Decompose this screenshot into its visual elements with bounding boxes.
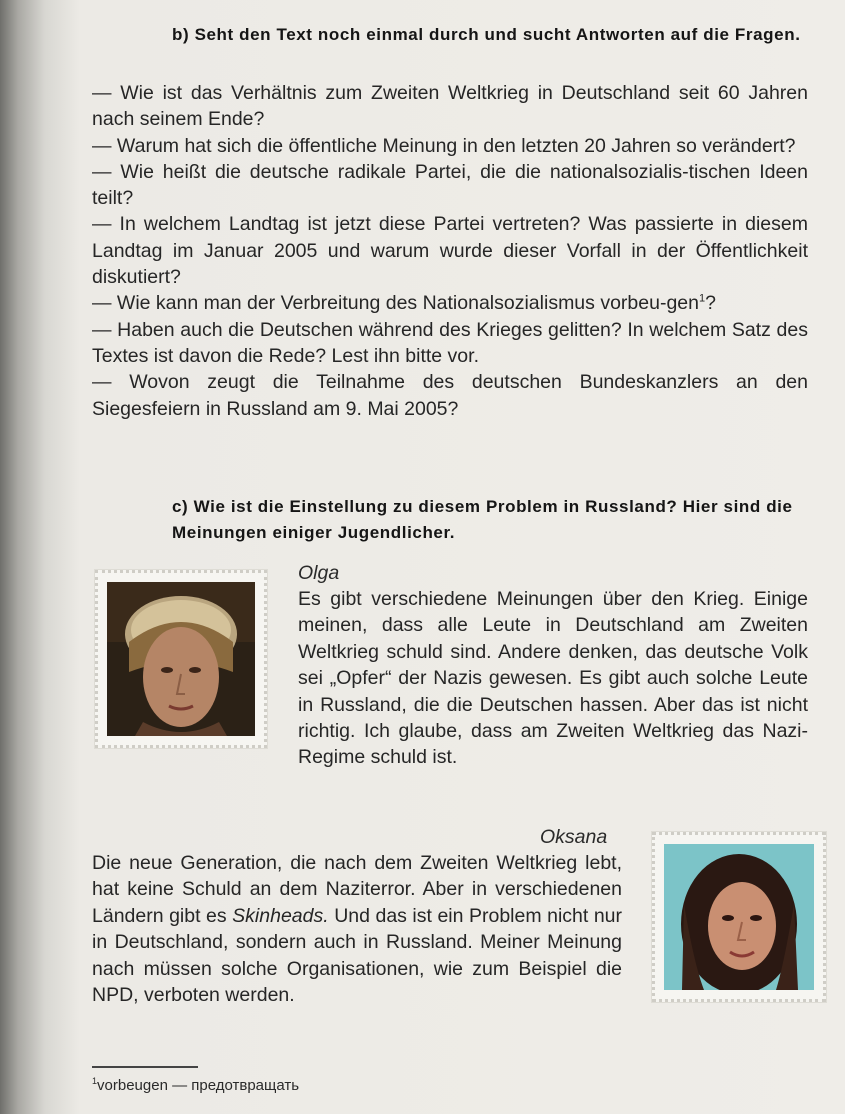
oksana-name: Oksana — [540, 826, 608, 848]
oksana-portrait-image — [664, 844, 814, 990]
question-5-text: — Wie kann man der Verbreitung des Nationalsozialismus vorbeu-gen — [92, 292, 699, 315]
footnote-marker: 1 — [698, 292, 706, 305]
question-6: — Haben auch die Deutschen während des Krieges gelitten? In welchem Satz des Textes ist davon die Rede? Lest ihn bitte vor. — [92, 318, 808, 367]
question-5 — [92, 290, 808, 316]
oksana-text-part-2: Und das ist ein Problem nicht nur in Deutschland, sondern auch in Russland. Meiner Meinung nach müssen solche Organisationen, wie zum Beispiel die NPD, verboten werden. — [92, 904, 623, 1007]
question-7: — Wovon zeugt die Teilnahme des deutschen Bundeskanzlers an den Siegesfeiern in Russland am 9. Mai 2005? — [92, 371, 808, 420]
footnote — [92, 1076, 299, 1094]
footnote-text: vorbeugen — предотвращать — [97, 1077, 300, 1094]
olga-portrait-image — [107, 582, 255, 736]
oksana-photo-stamp — [652, 832, 826, 1002]
question-3: — Wie heißt die deutsche radikale Partei, die die nationalsozialis-tischen Ideen teilt? — [92, 160, 808, 210]
question-2: — Warum hat sich die öffentliche Meinung in den letzten 20 Jahren so verändert? — [92, 134, 796, 157]
oksana-text-italic: Skinheads. — [232, 904, 329, 927]
footnote-number: 1 — [92, 1076, 98, 1086]
footnote-divider — [92, 1066, 198, 1068]
oksana-text — [92, 850, 622, 1008]
task-b-heading: b) Seht den Text noch einmal durch und sucht Antworten auf die Fragen. — [172, 25, 801, 44]
question-4: — In welchem Landtag ist jetzt diese Partei vertreten? Was passierte in diesem Landtag im Januar 2005 und warum wurde dieser Vorfall in der Öffentlichkeit diskutiert? — [92, 213, 808, 289]
question-5-tail: ? — [705, 292, 716, 315]
olga-text: Es gibt verschiedene Meinungen über den Krieg. Einige meinen, dass alle Leute in Deutschland am Zweiten Weltkrieg schuld sind. Andere denken, das deutsche Volk sei „Opfer“ der Nazis gewesen. Es gibt auch solche Leute in Russland, die die Deutschen hassen. Aber das ist nicht richtig. Ich glaube, dass am Zweiten Weltkrieg das Nazi-Regime schuld ist. — [298, 588, 808, 769]
olga-opinion — [298, 560, 808, 771]
olga-name: Olga — [298, 562, 340, 584]
question-list — [92, 80, 808, 422]
olga-photo-stamp — [95, 570, 267, 748]
question-1: — Wie ist das Verhältnis zum Zweiten Weltkrieg in Deutschland seit 60 Jahren nach seinem Ende? — [92, 82, 808, 131]
oksana-text-part-1: Die neue Generation, die nach dem Zweiten Weltkrieg lebt, hat keine Schuld an dem Naziterror. Aber in verschiedenen Ländern gibt es — [92, 852, 622, 927]
task-c-heading: c) Wie ist die Einstellung zu diesem Problem in Russland? Hier sind die Meinungen einiger Jugendlicher. — [172, 497, 793, 542]
